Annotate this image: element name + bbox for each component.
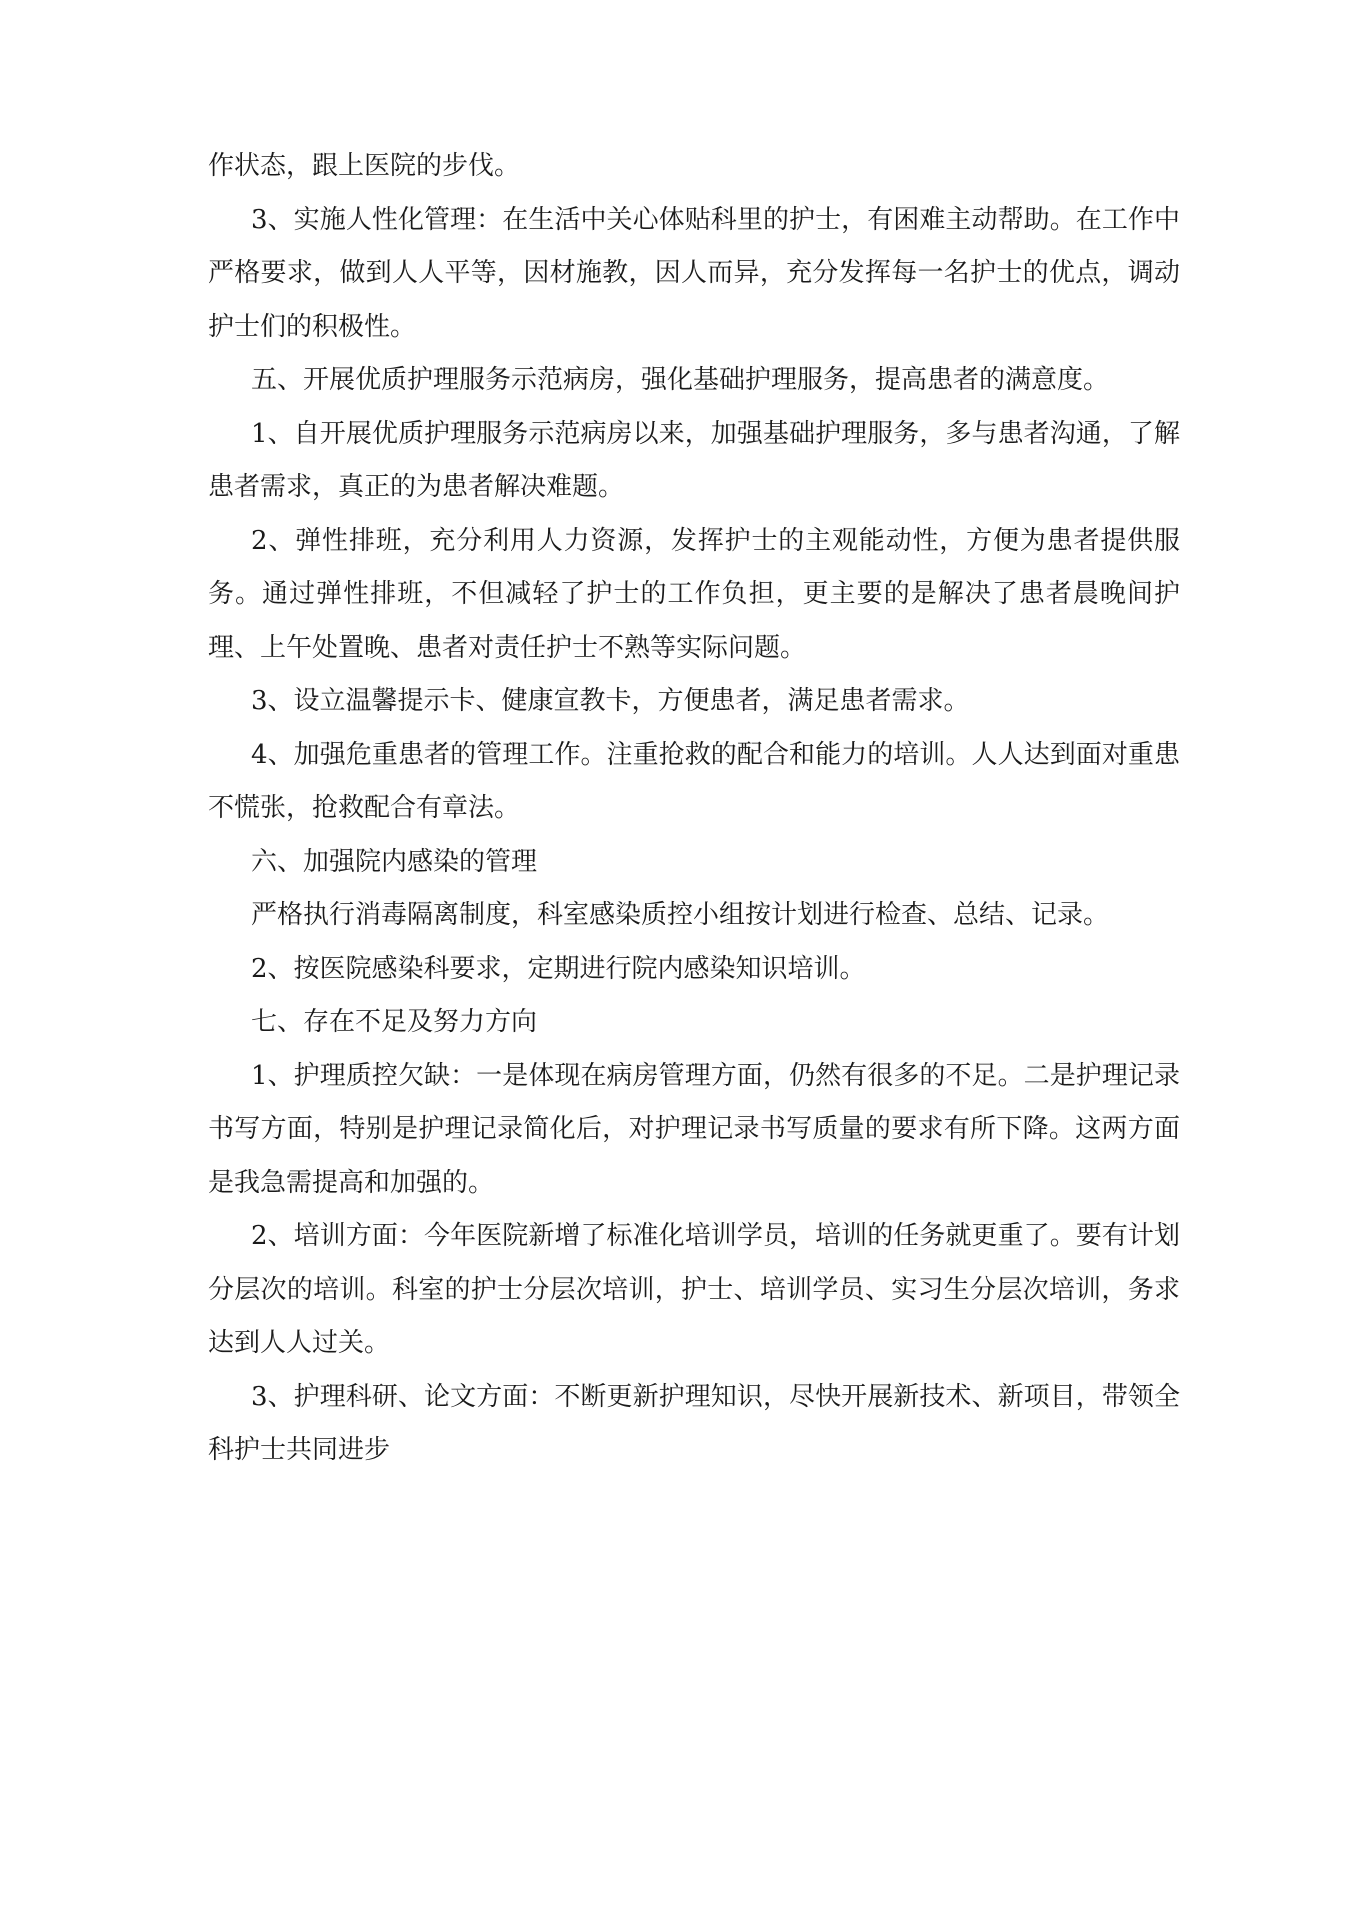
paragraph-training: 2、培训方面：今年医院新增了标准化培训学员，培训的任务就更重了。要有计划分层次的培训。科室的护士分层次培训，护士、培训学员、实习生分层次培训，务求达到人人过关。 [208,1221,1180,1358]
paragraph-research: 3、护理科研、论文方面：不断更新护理知识，尽快开展新技术、新项目，带领全科护士共同进步 [208,1381,1180,1465]
paragraph-basic-nursing: 1、自开展优质护理服务示范病房以来，加强基础护理服务，多与患者沟通，了解患者需求，真正的为患者解决难题。 [208,418,1180,502]
paragraph-quality-control: 1、护理质控欠缺：一是体现在病房管理方面，仍然有很多的不足。二是护理记录书写方面，特别是护理记录简化后，对护理记录书写质量的要求有所下降。这两方面是我急需提高和加强的。 [208,1060,1180,1198]
paragraph-infection-training: 2、按医院感染科要求，定期进行院内感染知识培训。 [251,953,866,984]
section-heading-5: 五、开展优质护理服务示范病房，强化基础护理服务，提高患者的满意度。 [251,365,1110,395]
paragraph-humanized-management: 3、实施人性化管理：在生活中关心体贴科里的护士，有困难主动帮助。在工作中严格要求，做到人人平等，因材施教，因人而异，充分发挥每一名护士的优点，调动护士们的积极性。 [208,204,1180,342]
paragraph-flexible-scheduling: 2、弹性排班，充分利用人力资源，发挥护士的主观能动性，方便为患者提供服务。通过弹性排班，不但减轻了护士的工作负担，更主要的是解决了患者晨晚间护理、上午处置晚、患者对责任护士不熟等实际问题。 [208,525,1180,663]
paragraph-continuation: 作状态，跟上医院的步伐。 [208,151,521,181]
section-heading-7: 七、存在不足及努力方向 [251,1007,538,1037]
paragraph-disinfection: 严格执行消毒隔离制度，科室感染质控小组按计划进行检查、总结、记录。 [251,900,1110,930]
paragraph-critical-patients: 4、加强危重患者的管理工作。注重抢救的配合和能力的培训。人人达到面对重患不慌张，抢救配合有章法。 [208,739,1180,823]
document-body [208,140,1180,1478]
section-heading-6: 六、加强院内感染的管理 [251,846,538,877]
paragraph-reminder-cards: 3、设立温馨提示卡、健康宣教卡，方便患者，满足患者需求。 [251,686,970,716]
